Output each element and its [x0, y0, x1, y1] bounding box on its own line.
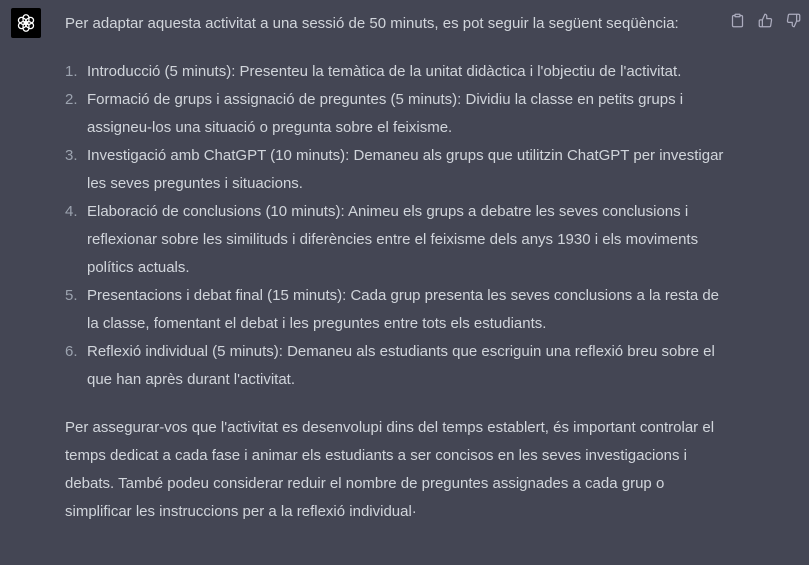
list-item	[65, 198, 725, 282]
list-item	[65, 86, 725, 142]
like-button[interactable]	[757, 12, 774, 29]
assistant-message	[65, 10, 725, 526]
list-item	[65, 58, 725, 86]
copy-button[interactable]	[729, 12, 746, 29]
list-item-text: Presentacions i debat final (15 minuts): Cada grup presenta les seves conclusions a la resta de la classe, fomentant el debat i les preguntes entre tots els estudiants.	[87, 287, 720, 332]
list-item-number: 6.	[65, 343, 78, 360]
list-item-number: 3.	[65, 147, 78, 164]
list-item-text: Investigació amb ChatGPT (10 minuts): Demaneu als grups que utilitzin ChatGPT per investigar les seves preguntes i situacions.	[87, 147, 724, 192]
clipboard-icon	[730, 13, 745, 28]
openai-logo-icon	[15, 12, 37, 34]
message-outro: Per assegurar-vos que l'activitat es desenvolupi dins del temps establert, és important controlar el temps dedicat a cada fase i animar els estudiants a ser concisos en les seves investigacions i debats. També podeu considerar reduir el nombre de preguntes assignades a cada grup o simplificar les instruccions per a la reflexió individual·	[65, 419, 715, 520]
thumbs-up-icon	[758, 13, 773, 28]
list-item-text: Introducció (5 minuts): Presenteu la temàtica de la unitat didàctica i l'objectiu de l'activitat.	[87, 63, 682, 80]
list-item-number: 4.	[65, 203, 78, 220]
assistant-avatar	[11, 8, 41, 38]
dislike-button[interactable]	[785, 12, 802, 29]
message-actions	[729, 12, 802, 29]
list-item-number: 2.	[65, 91, 78, 108]
step-list	[65, 58, 725, 394]
list-item-text: Reflexió individual (5 minuts): Demaneu als estudiants que escriguin una reflexió breu sobre el que han après durant l'activitat.	[87, 343, 715, 388]
list-item-number: 5.	[65, 287, 78, 304]
list-item-number: 1.	[65, 63, 78, 80]
list-item	[65, 282, 725, 338]
list-item-text: Elaboració de conclusions (10 minuts): Animeu els grups a debatre les seves conclusions i reflexionar sobre les similituds i diferències entre el feixisme dels anys 1930 i els moviments polítics actuals.	[87, 203, 699, 276]
message-intro: Per adaptar aquesta activitat a una sessió de 50 minuts, es pot seguir la següent seqüència:	[65, 15, 679, 32]
list-item	[65, 142, 725, 198]
thumbs-down-icon	[786, 13, 801, 28]
list-item	[65, 338, 725, 394]
list-item-text: Formació de grups i assignació de preguntes (5 minuts): Dividiu la classe en petits grups i assigneu-los una situació o pregunta sobre el feixisme.	[87, 91, 684, 136]
